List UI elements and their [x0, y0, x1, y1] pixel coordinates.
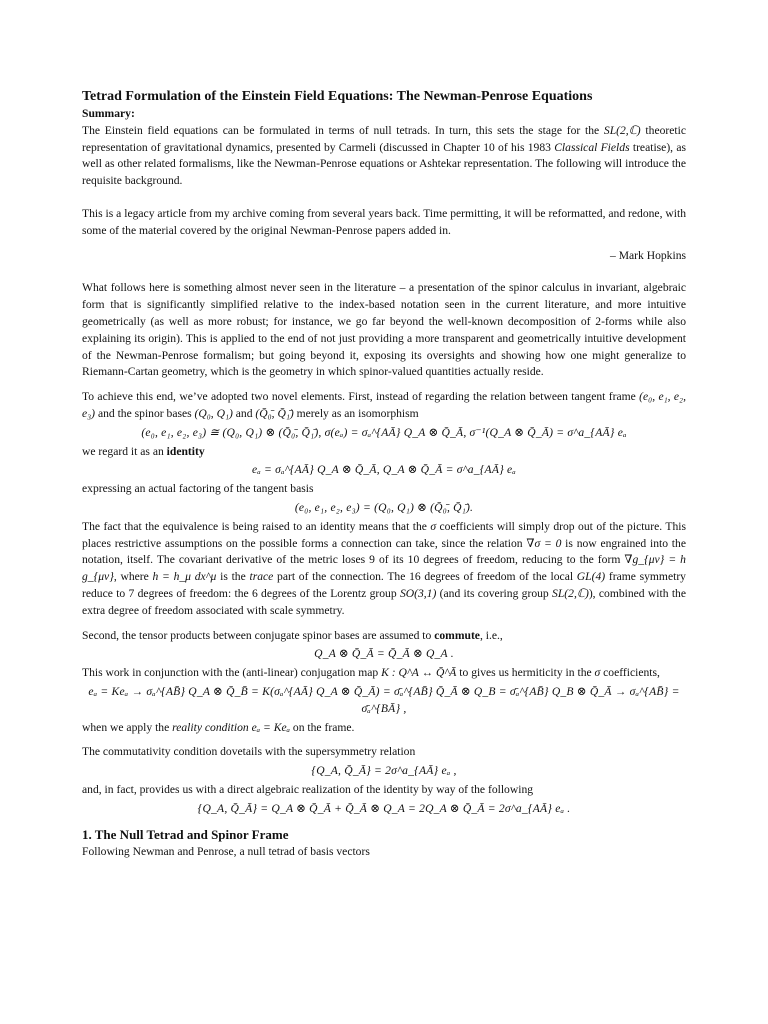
intro-paragraph: What follows here is something almost never seen in the literature – a presentation of the spinor calculus in invariant, algebraic form that is significantly simplified relative to the index-based notation seen in the current literature, and more intuitive geometrically (as well as more robust; for instance, we go far beyond the well-known decomposition of 2-forms while also explaining its origin). This is applied to the end of not just providing a more transparent and geometrically intuitive development of the Newman-Penrose formalism; but going beyond it, exposing its oversights and showing how one might generalize to Riemann-Cartan geometry, which is the geometry in which spinor-valued quantities actually reside. [82, 281, 686, 379]
achieve-paragraph: To achieve this end, we’ve adopted two novel elements. First, instead of regarding the relation between tangent frame (e₀, e₁, e₂, e₃) and the spinor bases (Q₀, Q₁) and (Q̄₀̄, Q̄₁̄) merely as an isomorphism [82, 390, 686, 420]
author-signature: – Mark Hopkins [610, 248, 686, 262]
equation-hermiticity: eₐ = Keₐ → σₐ^{AB̄} Q_A ⊗ Q̄_B̄ = K(σₐ^{AĀ} Q_A ⊗ Q̄_Ā) = σ̄ₐ^{AB̄} Q̄_Ā ⊗ Q_B = σ̄ₐ^{AB̄} Q_B ⊗ Q̄_Ā → σₐ^{AB̄} = σ̄ₐ^{BĀ} , [88, 684, 680, 715]
reality-line: when we apply the reality condition eₐ = Keₐ on the frame. [82, 720, 355, 734]
book-title: Classical Fields [554, 140, 630, 154]
document-title: Tetrad Formulation of the Einstein Field Equations: The Newman-Penrose Equations [82, 89, 593, 104]
math-spinor-basis: (Q₀, Q₁) [194, 406, 233, 420]
factoring-line: expressing an actual factoring of the tangent basis [82, 482, 314, 496]
legacy-paragraph: This is a legacy article from my archive coming from several years back. Time permitting, it will be reformatted, and redone, with some of the material covered by the original Newman-Penrose papers added in. [82, 206, 686, 237]
conjugation-paragraph: This work in conjunction with the (anti-linear) conjugation map K : Q^A ↔ Q̄^Ā to gives us hermiticity in the σ coefficients, [82, 666, 660, 680]
document-page [82, 88, 686, 861]
equation-realization: {Q_A, Q̄_Ā} = Q_A ⊗ Q̄_Ā + Q̄_Ā ⊗ Q_A = 2Q_A ⊗ Q̄_Ā = 2σ^a_{AĀ} eₐ . [197, 801, 571, 815]
identity-line: we regard it as an identity [82, 444, 205, 458]
summary-heading: Summary: [82, 107, 135, 120]
section-paragraph: Following Newman and Penrose, a null tetrad of basis vectors [82, 845, 370, 859]
equation-factoring: (e₀, e₁, e₂, e₃) = (Q₀, Q₁) ⊗ (Q̄₀̄, Q̄₁̄). [294, 500, 474, 514]
equation-identity: eₐ = σₐ^{AĀ} Q_A ⊗ Q̄_Ā, Q_A ⊗ Q̄_Ā = σ^a_{AĀ} eₐ [252, 463, 516, 477]
math-tangent-frame: (e₀, e₁, e₂, e₃) [82, 390, 686, 420]
second-paragraph: Second, the tensor products between conjugate spinor bases are assumed to commute, i.e., [82, 628, 503, 642]
equation-isomorphism: (e₀, e₁, e₂, e₃) ≅ (Q₀, Q₁) ⊗ (Q̄₀̄, Q̄₁̄), σ(eₐ) = σₐ^{AĀ} Q_A ⊗ Q̄_Ā, σ⁻¹(Q_A ⊗ Q̄_Ā) = σ^a_{AĀ} eₐ [141, 425, 627, 439]
equation-commute: Q_A ⊗ Q̄_Ā = Q̄_Ā ⊗ Q_A . [314, 647, 454, 661]
math-sl2c: SL(2,ℂ) [603, 123, 641, 137]
direct-line: and, in fact, provides us with a direct algebraic realization of the identity by way of the following [82, 782, 534, 796]
commutativity-line: The commutativity condition dovetails with the supersymmetry relation [82, 745, 416, 759]
fact-paragraph: The fact that the equivalence is being raised to an identity means that the σ coefficients will simply drop out of the picture. This places restrictive assumptions on the possible forms a connection can take, since the relation ∇σ = 0 is now engrained into the notation, itself. The covariant derivative of the metric loses 9 of its 10 degrees of freedom, reducing to the form ∇g_{μν} = h g_{μν}, where h = h_μ dx^μ is the trace part of the connection. The 16 degrees of freedom of the local GL(4) frame symmetry reduce to 7 degrees of freedom: the 6 degrees of the Lorentz group SO(3,1) (and its covering group SL(2,ℂ)), combined with the extra degree of freedom associated with scale symmetry. [82, 519, 686, 617]
equation-supersymmetry: {Q_A, Q̄_Ā} = 2σ^a_{AĀ} eₐ , [311, 764, 457, 778]
section-heading: 1. The Null Tetrad and Spinor Frame [82, 827, 289, 843]
math-conjugate-basis: (Q̄₀̄, Q̄₁̄) [255, 406, 294, 420]
summary-paragraph: The Einstein field equations can be formulated in terms of null tetrads. In turn, this sets the stage for the SL(2,ℂ) theoretic representation of gravitational dynamics, presented by Carmeli (discussed in Chapter 10 of his 1983 Classical Fields treatise), as well as other related formalisms, like the Newman-Penrose equations or Ashtekar representation. The following will introduce the requisite background. [82, 123, 686, 188]
